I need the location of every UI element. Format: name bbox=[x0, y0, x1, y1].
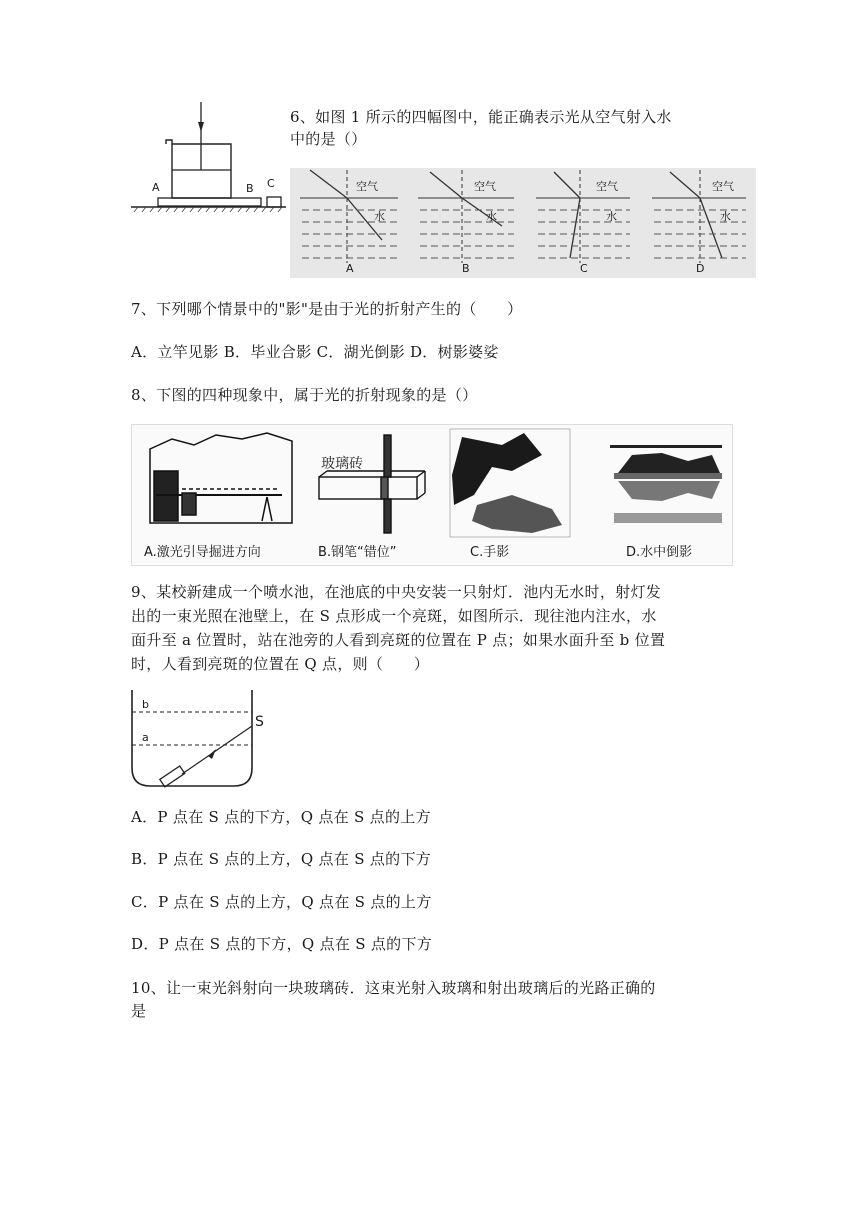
panel-d-air: 空气 bbox=[712, 180, 734, 193]
q9-option-b: B．P 点在 S 点的上方，Q 点在 S 点的下方 bbox=[131, 850, 432, 868]
panel-d-label: D bbox=[696, 262, 705, 275]
q6-label-b: B bbox=[246, 182, 254, 195]
q9-option-c: C．P 点在 S 点的上方，Q 点在 S 点的上方 bbox=[131, 893, 432, 911]
q9-label-s: S bbox=[255, 714, 264, 730]
q6-label-a: A bbox=[152, 181, 160, 194]
panel-a-air: 空气 bbox=[356, 180, 378, 193]
panel-b-label: B bbox=[462, 262, 470, 275]
q8-caption-d: D.水中倒影 bbox=[626, 545, 693, 560]
panel-a-label: A bbox=[346, 262, 354, 275]
panel-c-label: C bbox=[580, 262, 588, 275]
q6-label-c: C bbox=[267, 177, 275, 190]
panel-c-air: 空气 bbox=[596, 180, 618, 193]
panel-b-air: 空气 bbox=[474, 180, 496, 193]
q6-left-figure bbox=[128, 100, 288, 215]
panel-d-water: 水 bbox=[720, 210, 731, 223]
q8-caption-b: B.钢笔“错位” bbox=[318, 545, 397, 560]
q8-caption-a: A.激光引导掘进方向 bbox=[144, 545, 261, 560]
q6-panels-photo bbox=[290, 168, 756, 278]
q8-stem: 8、下图的四种现象中，属于光的折射现象的是（） bbox=[131, 386, 478, 404]
q9-line4: 时，人看到亮斑的位置在 Q 点，则（ ） bbox=[131, 655, 430, 673]
q8-caption-c: C.手影 bbox=[470, 545, 510, 560]
q9-label-b: b bbox=[142, 698, 149, 711]
q6-stem-line1: 6、如图 1 所示的四幅图中，能正确表示光从空气射入水 bbox=[290, 108, 672, 126]
q7-stem: 7、下列哪个情景中的"影"是由于光的折射产生的（ ） bbox=[131, 300, 523, 318]
q10-line1: 10、让一束光斜射向一块玻璃砖．这束光射入玻璃和射出玻璃后的光路正确的 bbox=[131, 979, 656, 997]
panel-b-water: 水 bbox=[486, 210, 497, 223]
panel-c-water: 水 bbox=[606, 210, 617, 223]
q9-line1: 9、某校新建成一个喷水池，在池底的中央安装一只射灯．池内无水时，射灯发 bbox=[131, 583, 662, 601]
q9-pool-figure bbox=[128, 690, 278, 790]
q9-line2: 出的一束光照在池壁上，在 S 点形成一个亮斑，如图所示．现往池内注水，水 bbox=[131, 607, 657, 625]
q9-label-a: a bbox=[142, 731, 149, 744]
q10-line2: 是 bbox=[131, 1002, 147, 1020]
panel-a-water: 水 bbox=[374, 210, 385, 223]
q8-figure bbox=[131, 424, 733, 566]
q9-option-a: A．P 点在 S 点的下方，Q 点在 S 点的上方 bbox=[131, 808, 431, 826]
q9-option-d: D．P 点在 S 点的下方，Q 点在 S 点的下方 bbox=[131, 935, 433, 953]
q9-line3: 面升至 a 位置时，站在池旁的人看到亮斑的位置在 P 点；如果水面升至 b 位置 bbox=[131, 631, 666, 649]
q8-glass-label: 玻璃砖 bbox=[321, 456, 363, 472]
q6-stem-line2: 中的是（） bbox=[290, 130, 367, 148]
q7-options: A．立竿见影 B．毕业合影 C．湖光倒影 D．树影婆娑 bbox=[131, 343, 499, 361]
